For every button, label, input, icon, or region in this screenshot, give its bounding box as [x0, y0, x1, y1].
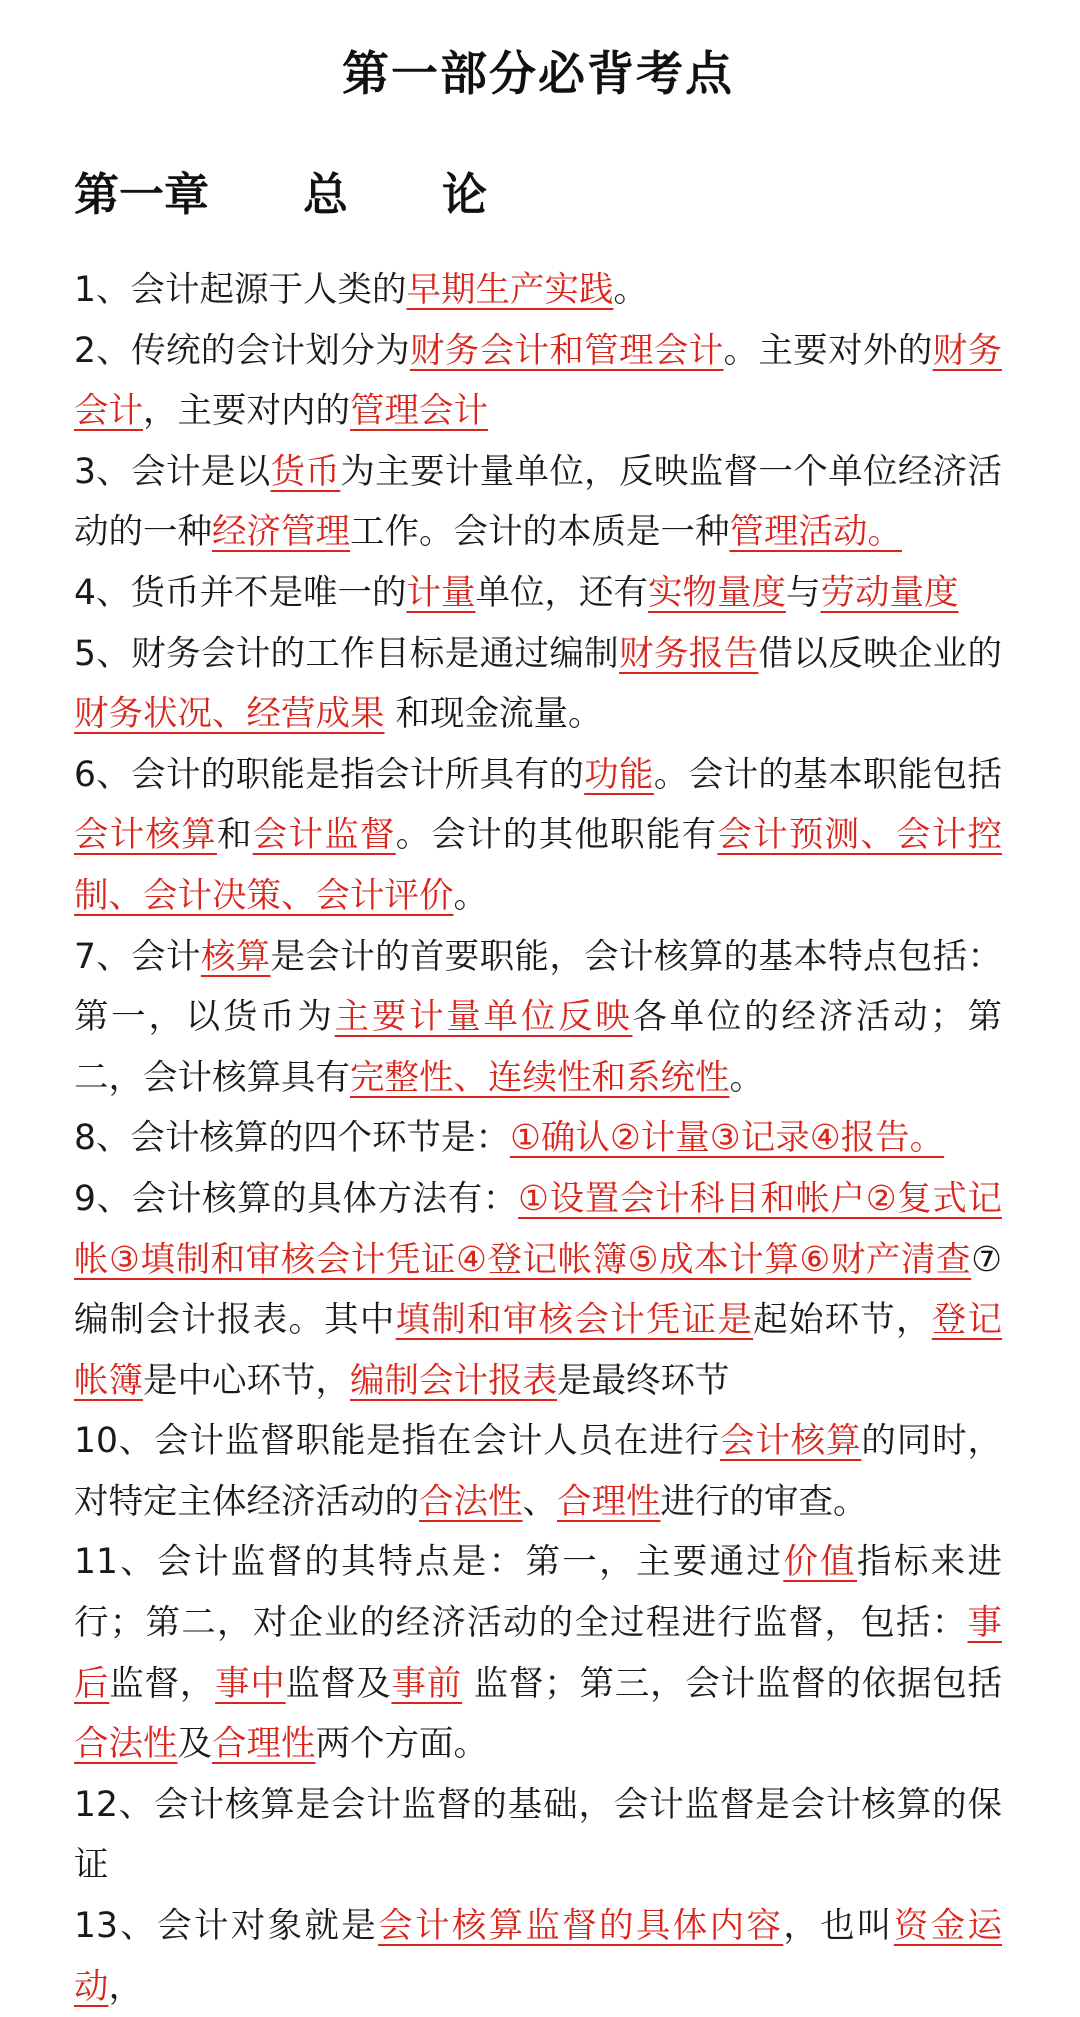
point-item-12: [74, 1775, 1002, 1896]
highlighted-term: 功能: [584, 754, 654, 795]
highlighted-term: 合理性: [212, 1724, 316, 1765]
highlighted-term: 管理会计: [350, 391, 488, 432]
point-text: 借以反映企业的: [758, 633, 1003, 674]
highlighted-term: 登记帐簿: [74, 1300, 1003, 1401]
highlighted-term: 计量: [406, 572, 476, 613]
point-text: 、: [522, 1481, 557, 1522]
highlighted-term: 资金运动: [74, 1906, 1003, 2007]
highlighted-term: ①设置会计科目和帐户②复式记帐③填制和审核会计凭证④登记帐簿⑤成本计算⑥财产清查: [74, 1178, 1002, 1280]
highlighted-term: 财务状况、经营成果: [74, 694, 385, 735]
highlighted-term: 会计监督: [252, 815, 396, 856]
highlighted-term: 早期生产实践: [406, 270, 614, 310]
point-text: 指标来进行；第二，对企业的经济活动的全过程进行监督，包括：: [74, 1542, 1003, 1644]
point-text: 监督，: [109, 1663, 216, 1704]
point-item-11: [74, 1532, 1002, 1774]
point-text: ⑦编制会计报表。其中: [74, 1239, 1002, 1341]
point-item-8: [74, 1108, 1002, 1169]
point-text: 。: [453, 875, 488, 916]
highlighted-term: 劳动量度: [820, 572, 959, 613]
point-text: 11、会计监督的其特点是：第一，主要通过: [74, 1542, 784, 1583]
point-item-1: [74, 260, 1002, 321]
point-text: 是中心环节，: [143, 1360, 350, 1401]
point-text: ，也叫: [783, 1906, 894, 1947]
highlighted-term: 会计核算监督的具体内容: [378, 1906, 784, 1947]
highlighted-term: 填制和审核会计凭证是: [395, 1300, 754, 1341]
highlighted-term: 事前: [391, 1663, 462, 1704]
point-text: 6、会计的职能是指会计所具有的: [74, 754, 585, 795]
point-text: 各单位的经济活动；第二，会计核算具有: [74, 997, 1003, 1098]
highlighted-term: 价值: [783, 1542, 857, 1583]
point-text: 。: [729, 1057, 764, 1098]
highlighted-term: 会计预测、会计控制、会计决策、会计评价: [74, 815, 1003, 916]
highlighted-term: 财务报告: [619, 633, 759, 674]
point-text: 的同时，对特定主体经济活动的: [74, 1421, 1003, 1522]
point-list: [74, 260, 1002, 2017]
point-text: ，: [108, 1966, 143, 2007]
point-text: 2、传统的会计划分为: [74, 330, 410, 371]
point-text: 。: [613, 270, 648, 310]
point-text: 与: [785, 572, 821, 613]
highlighted-term: 完整性、连续性和系统性: [350, 1057, 730, 1098]
highlighted-term: 编制会计报表: [350, 1360, 557, 1401]
highlighted-term: 合理性: [557, 1481, 661, 1522]
point-item-3: [74, 442, 1002, 563]
point-text: 起始环节，: [753, 1300, 932, 1341]
point-text: 工作。会计的本质是一种: [350, 512, 730, 553]
point-text: 5、财务会计的工作目标是通过编制: [74, 633, 620, 674]
point-item-9: [74, 1169, 1002, 1411]
highlighted-term: 会计核算: [74, 815, 217, 856]
point-text: 4、货币并不是唯一的: [74, 572, 407, 613]
point-text: 监督；第三，会计监督的依据包括: [462, 1663, 1003, 1704]
highlighted-term: 事中: [215, 1663, 286, 1704]
highlighted-term: 财务会计和管理会计: [409, 330, 724, 371]
highlighted-term: 财务会计: [74, 330, 1003, 432]
highlighted-term: 主要计量单位反映: [334, 997, 633, 1038]
point-item-7: [74, 927, 1002, 1109]
point-text: 1、会计起源于人类的: [74, 270, 407, 310]
point-text: 是会计的首要职能，会计核算的基本特点包括：第一，以货币为: [74, 936, 1003, 1038]
highlighted-term: 会计核算: [719, 1421, 862, 1462]
point-text: 9、会计核算的具体方法有：: [74, 1178, 519, 1219]
highlighted-term: 合法性: [74, 1724, 178, 1765]
highlighted-term: 经济管理: [212, 512, 350, 553]
point-text: 13、会计对象就是: [74, 1906, 379, 1947]
highlighted-term: 货币: [270, 451, 341, 492]
highlighted-term: 管理活动。: [729, 512, 902, 553]
point-text: 和现金流量。: [384, 694, 603, 735]
point-item-5: [74, 624, 1002, 745]
point-text: 及: [177, 1724, 212, 1765]
point-text: 。会计的其他职能有: [395, 815, 718, 856]
point-text: 7、会计: [74, 936, 201, 977]
point-text: 3、会计是以: [74, 451, 271, 492]
point-text: 两个方面。: [315, 1724, 488, 1765]
chapter-heading: 第一章 总 论: [74, 168, 487, 221]
point-text: 。会计的基本职能包括: [653, 754, 1003, 795]
point-text: 12、会计核算是会计监督的基础，会计监督是会计核算的保证: [74, 1784, 1002, 1886]
point-text: 10、会计监督职能是指在会计人员在进行: [74, 1421, 720, 1462]
point-text: 为主要计量单位，反映监督一个单位经济活动的一种: [74, 451, 1003, 553]
highlighted-term: 合法性: [419, 1481, 523, 1522]
highlighted-term: ①确认②计量③记录④报告。: [509, 1118, 945, 1159]
highlighted-term: 事后: [74, 1603, 1002, 1704]
point-text: 和: [216, 815, 253, 856]
point-item-2: [74, 321, 1002, 442]
highlighted-term: 核算: [200, 936, 271, 977]
page-title: 第一部分必背考点: [342, 47, 734, 102]
point-text: 。主要对外的: [723, 330, 933, 371]
point-text: 单位，还有: [475, 572, 648, 613]
point-text: 是最终环节: [557, 1360, 730, 1401]
point-text: 8、会计核算的四个环节是：: [74, 1118, 510, 1159]
highlighted-term: 实物量度: [647, 572, 786, 613]
point-item-6: [74, 745, 1002, 927]
point-text: 进行的审查。: [660, 1481, 868, 1522]
point-item-4: [74, 563, 1002, 624]
point-item-10: [74, 1411, 1002, 1532]
point-text: ，主要对内的: [143, 391, 350, 432]
point-item-13: [74, 1896, 1002, 2017]
point-text: 监督及: [285, 1663, 392, 1704]
